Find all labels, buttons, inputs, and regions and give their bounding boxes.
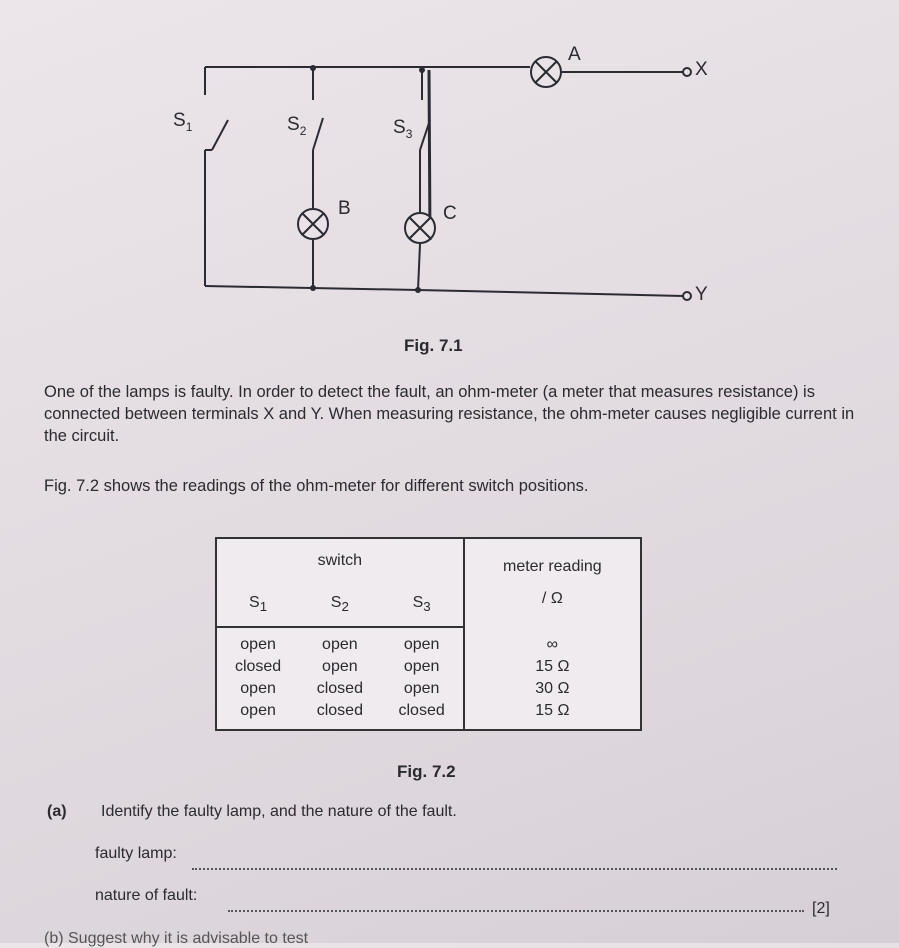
- switch-s1-label: $S_1$: [173, 110, 193, 134]
- table-cell: open: [403, 680, 440, 698]
- terminal-x-label: X: [695, 59, 708, 80]
- header-s2: $S_2$: [299, 582, 380, 626]
- fig-7-2-caption: Fig. 7.2: [397, 762, 456, 781]
- question-a-text: Identify the faulty lamp, and the nature of the fault.: [101, 803, 457, 820]
- switch-group-header: switch: [216, 538, 464, 582]
- junction-dot: [310, 65, 316, 71]
- circuit-diagram: [0, 0, 899, 340]
- table-cell: closed: [316, 702, 363, 720]
- question-b-partial: (b) Suggest why it is advisable to test: [44, 930, 309, 947]
- intro-paragraph: One of the lamps is faulty. In order to detect the fault, an ohm-meter (a meter that measures resistance) is connected between terminals X and Y. When measuring resistance, the ohm-meter causes negligible current in the circuit.: [44, 383, 855, 445]
- table-cell: 30 Ω: [535, 679, 570, 697]
- terminal-y-label: Y: [695, 284, 708, 305]
- table-cell: open: [240, 680, 276, 698]
- column-reading: [464, 627, 641, 730]
- table-cell: open: [240, 636, 276, 654]
- switch-s3-label: $S_3$: [393, 117, 413, 141]
- nature-of-fault-prompt: nature of fault:: [95, 887, 198, 904]
- meter-reading-header: [464, 538, 641, 627]
- table-cell: ∞: [546, 635, 559, 653]
- table-cell: closed: [234, 658, 282, 676]
- table-cell: open: [322, 636, 358, 654]
- lamp-a-icon: [531, 57, 561, 87]
- table-cell: open: [322, 658, 358, 676]
- table-cell: open: [403, 658, 440, 676]
- header-s3: $S_3$: [381, 582, 464, 626]
- column-s1: [216, 627, 299, 730]
- fig-7-2-description: Fig. 7.2 shows the readings of the ohm-meter for different switch positions.: [44, 477, 589, 495]
- faulty-lamp-prompt: faulty lamp:: [95, 845, 177, 862]
- junction-dot: [415, 287, 421, 293]
- faulty-lamp-answer-line[interactable]: [192, 868, 837, 870]
- table-cell: 15 Ω: [535, 657, 570, 675]
- table-cell: closed: [398, 702, 445, 720]
- table-cell: closed: [316, 680, 363, 698]
- column-s3: [381, 627, 464, 730]
- junction-dot: [419, 67, 425, 73]
- junction-dot: [310, 285, 316, 291]
- question-a-label: (a): [47, 803, 67, 820]
- lamp-c-label: C: [443, 203, 457, 224]
- lamp-a-label: A: [568, 44, 581, 65]
- table-cell: open: [403, 636, 440, 654]
- header-s1: $S_1$: [216, 582, 299, 626]
- marks-label: [2]: [812, 900, 830, 917]
- table-cell: open: [240, 702, 276, 720]
- terminal-x: [683, 68, 691, 76]
- lamp-b-label: B: [338, 198, 351, 219]
- fig-7-1-caption: Fig. 7.1: [404, 336, 463, 355]
- meter-reading-unit: / Ω: [541, 589, 563, 607]
- lamp-c-icon: [405, 213, 435, 243]
- meter-reading-label: meter reading: [502, 557, 602, 575]
- column-s2: [299, 627, 380, 730]
- readings-table: [215, 537, 642, 731]
- terminal-y: [683, 292, 691, 300]
- switch-s2-label: $S_2$: [287, 114, 307, 138]
- lamp-b-icon: [298, 209, 328, 239]
- table-cell: 15 Ω: [535, 701, 570, 719]
- nature-of-fault-answer-line[interactable]: [228, 910, 804, 912]
